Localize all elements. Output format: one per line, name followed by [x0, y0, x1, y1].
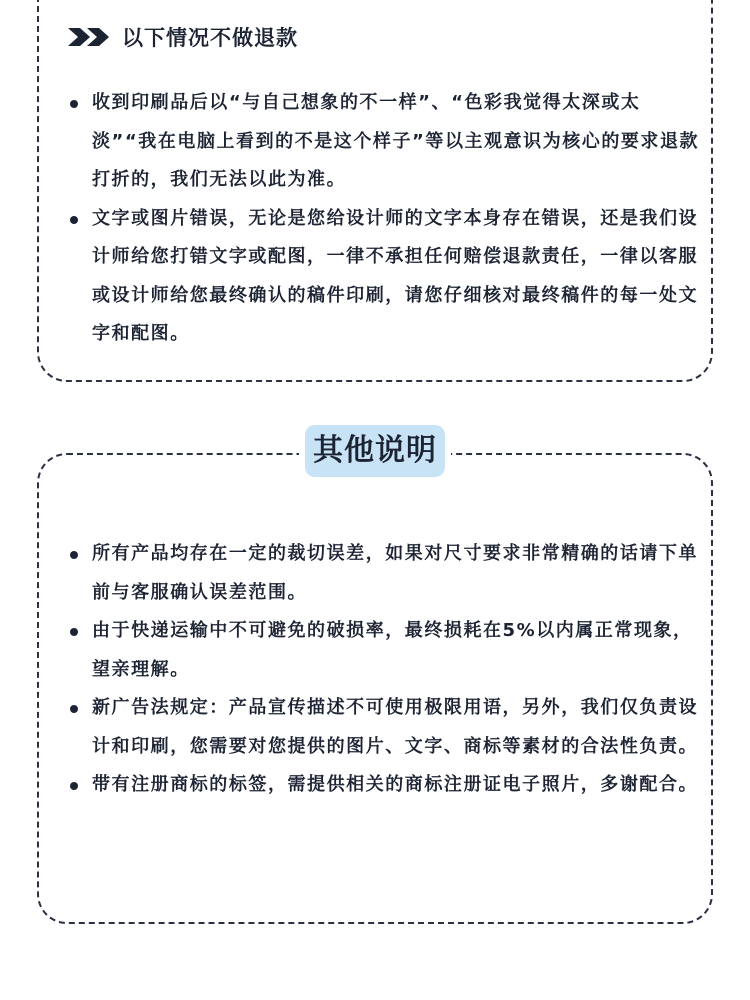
list-item: 带有注册商标的标签，需提供相关的商标注册证电子照片，多谢配合。 [66, 766, 700, 805]
list-item: 文字或图片错误，无论是您给设计师的文字本身存在错误，还是我们设计师给您打错文字或配图，一律不承担任何赔偿退款责任，一律以客服或设计师给您最终确认的稿件印刷，请您仔细核对最终稿件的每一处文字和配图。 [66, 200, 700, 354]
other-notes-title: 其他说明 [305, 425, 445, 477]
other-notes-title-wrap [0, 425, 750, 477]
list-item: 由于快递运输中不可避免的破损率，最终损耗在5%以内属正常现象，望亲理解。 [66, 612, 700, 689]
list-item: 所有产品均存在一定的裁切误差，如果对尺寸要求非常精确的话请下单前与客服确认误差范围。 [66, 535, 700, 612]
other-notes-title-mask [299, 425, 451, 477]
refund-exceptions-title: 以下情况不做退款 [122, 26, 298, 50]
list-item: 收到印刷品后以“与自己想象的不一样”、“色彩我觉得太深或太淡”“我在电脑上看到的不是这个样子”等以主观意识为核心的要求退款打折的，我们无法以此为准。 [66, 84, 700, 200]
refund-exceptions-list [66, 84, 700, 354]
list-item: 新广告法规定：产品宣传描述不可使用极限用语，另外，我们仅负责设计和印刷，您需要对您提供的图片、文字、商标等素材的合法性负责。 [66, 689, 700, 766]
refund-exceptions-heading [66, 20, 298, 54]
double-chevron-right-icon [66, 26, 112, 48]
other-notes-list [66, 535, 700, 805]
